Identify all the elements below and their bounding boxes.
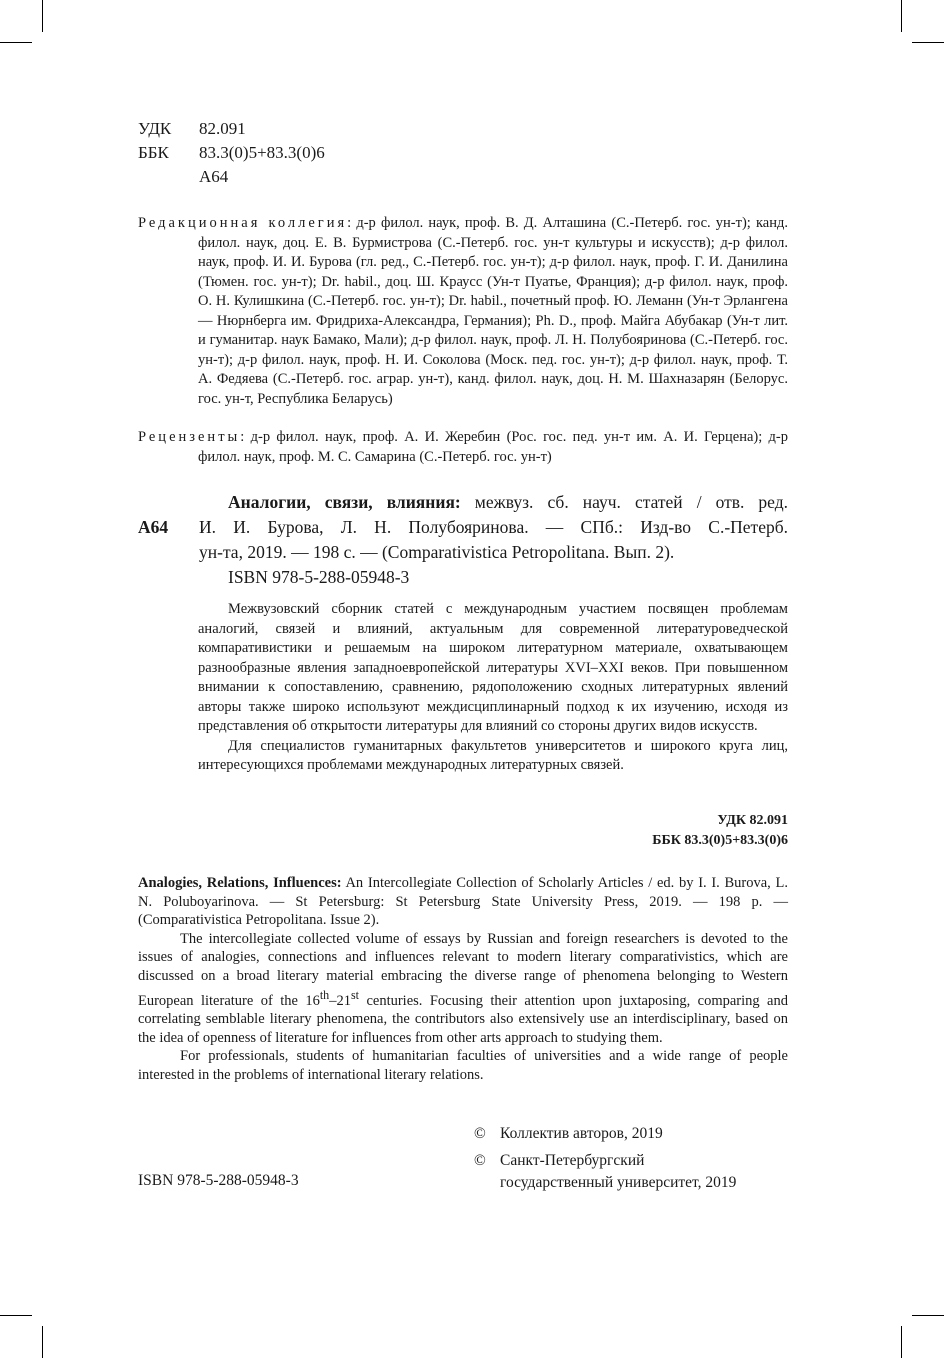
copyright-university-line-1: Санкт-Петербургский bbox=[500, 1152, 645, 1169]
biblio-isbn: ISBN 978-5-288-05948-3 bbox=[228, 567, 410, 587]
copyright-symbol: © bbox=[474, 1152, 486, 1169]
editorial-board: Редакционная коллегия: д-р филол. наук, проф. В. Д. Алташина (С.-Петерб. гос. ун-т); канд. филол. наук, доц. Е. В. Бурмистрова (С.-Петерб. гос. ун-т культуры и искусств); д-р филол. наук, проф. И. И. Бурова (гл. ред., С.-Петерб. гос. ун-т); д-р филол. наук, проф. Г. И. Данилина (Тюмен. гос. ун-т); Dr. habil., доц. Ш. Краусс (Ун-т Пуатье, Франция); д-р филол. наук, проф. О. Н. Кулишкина (С.-Петерб. гос. ун-т); Dr. habil., почетный проф. Ю. Леманн (Ун-т Эрлангена — Нюрнберга им. Фридриха-Александра, Германия); Ph. D., проф. Майга Абубакар (Ун-т лит. и гуманитар. наук Бамако, Мали); д-р филол. наук, проф. Л. Н. Полубояринова (С.-Петерб. гос. ун-т); д-р филол. наук, проф. Н. И. Соколова (Моск. пед. гос. ун-т); д-р филол. наук, проф. Т. А. Федяева (С.-Петерб. гос. аграр. ун-т), канд. филол. наук, доц. Н. М. Шахназарян (Белорус. гос. ун-т, Республика Беларусь) bbox=[138, 215, 788, 407]
biblio-editors: И. И. Бурова, Л. Н. Полубояринова. — СПб.: Изд-во С.-Петерб. bbox=[199, 517, 788, 537]
crop-mark-top-right bbox=[901, 0, 902, 32]
copyright-symbol: © bbox=[474, 1125, 486, 1142]
crop-mark-bottom-right bbox=[901, 1326, 902, 1358]
author-mark-row bbox=[138, 165, 325, 189]
udk-label: УДК bbox=[138, 119, 172, 138]
udk-bbk-right bbox=[560, 811, 788, 851]
crop-mark-bottom-left-h bbox=[0, 1315, 32, 1316]
isbn-bottom: ISBN 978-5-288-05948-3 bbox=[138, 1172, 299, 1189]
biblio-line-2 bbox=[138, 515, 788, 540]
udk-row bbox=[138, 117, 325, 141]
english-title: Analogies, Relations, Influences: bbox=[138, 875, 342, 891]
bibliographic-description bbox=[138, 490, 788, 590]
abstract-paragraph-2: Для специалистов гуманитарных факультетов университетов и широкого круга лиц, интересующихся проблемами международных литературных связей. bbox=[198, 737, 788, 773]
classification-codes bbox=[138, 117, 325, 189]
biblio-line-3 bbox=[138, 540, 788, 565]
russian-abstract bbox=[198, 600, 788, 776]
copyright-authors-text: Коллектив авторов, 2019 bbox=[500, 1125, 663, 1142]
copyright-authors bbox=[474, 1123, 663, 1145]
bbk-label: ББК bbox=[138, 143, 169, 162]
copyright-university bbox=[474, 1150, 736, 1194]
biblio-author-mark: А64 bbox=[138, 517, 169, 537]
editorial-board-label: Редакционная коллегия bbox=[138, 215, 348, 231]
english-paragraph-2: For professionals, students of humanitarian faculties of universities and a wide range of people interested in the problems of international literary relations. bbox=[138, 1048, 788, 1083]
english-paragraph-1: The intercollegiate collected volume of essays by Russian and foreign researchers is devoted to the issues of analogies, connections and influences relevant to modern literary comparativistics, which are discussed on a broad literary material embracing the diverse range of phenomena belonging to Western European literature of the 16th–21st centuries. Focusing their attention upon juxtaposing, comparing and correlating semblable literary phenomena, the contributors also extensively use an interdisciplinary, based on the idea of openness of literature for influences from other arts approach to studying them. bbox=[138, 930, 788, 1046]
reviewers: Рецензенты: д-р филол. наук, проф. А. И. Жеребин (Рос. гос. пед. ун-т им. А. И. Герцена); д-р филол. наук, проф. М. С. Самарина (С.-Петерб. гос. ун-т) bbox=[138, 429, 788, 465]
english-abstract bbox=[138, 874, 788, 1084]
english-citation: An Intercollegiate Collection of Scholarly Articles / ed. by I. I. Burova, L. N. Poluboyarinova. — St Petersburg: St Petersburg State University Press, 2019. — 198 p. — (Comparativistica Petropolitana. Issue 2). bbox=[138, 875, 788, 929]
crop-mark-top-left-h bbox=[0, 42, 32, 43]
editorial-board-text: д-р филол. наук, проф. В. Д. Алташина (С.-Петерб. гос. ун-т); канд. филол. наук, доц. Е. В. Бурмистрова (С.-Петерб. гос. ун-т культуры и искусств); д-р филол. наук, проф. И. И. Бурова (гл. ред., С.-Петерб. гос. ун-т); д-р филол. наук, проф. Г. И. Данилина (Тюмен. гос. ун-т); Dr. habil., доц. Ш. Краусс (Ун-т Пуатье, Франция); д-р филол. наук, проф. О. Н. Кулишкина (С.-Петерб. гос. ун-т); Dr. habil., почетный проф. Ю. Леманн (Ун-т Эрлангена — Нюрнберга им. Фридриха-Александра, Германия); Ph. D., проф. Майга Абубакар (Ун-т лит. и гуманитар. наук Бамако, Мали); д-р филол. наук, проф. Л. Н. Полубояринова (С.-Петерб. гос. ун-т); д-р филол. наук, проф. Н. И. Соколова (Моск. пед. гос. ун-т); д-р филол. наук, проф. Т. А. Федяева (С.-Петерб. гос. аграр. ун-т), канд. филол. наук, доц. Н. М. Шахназарян (Белорус. гос. ун-т, Республика Беларусь) bbox=[198, 215, 788, 407]
bbk-right: ББК 83.3(0)5+83.3(0)6 bbox=[652, 833, 788, 848]
book-title: Аналогии, связи, влияния: bbox=[228, 492, 461, 512]
bbk-value: 83.3(0)5+83.3(0)6 bbox=[199, 143, 325, 162]
biblio-publisher: ун-та, 2019. — 198 с. — (Comparativistica Petropolitana. Вып. 2). bbox=[199, 542, 675, 562]
copyright-university-line-2: государственный университет, 2019 bbox=[500, 1174, 737, 1191]
crop-mark-top-left bbox=[42, 0, 43, 32]
biblio-line-1 bbox=[138, 490, 788, 515]
crop-mark-top-right-h bbox=[912, 42, 944, 43]
author-mark: А64 bbox=[199, 167, 229, 186]
english-citation-paragraph bbox=[138, 874, 788, 930]
biblio-line-1-rest: межвуз. сб. науч. статей / отв. ред. bbox=[474, 492, 788, 512]
udk-right: УДК 82.091 bbox=[717, 813, 788, 828]
abstract-paragraph-1: Межвузовский сборник статей с международным участием посвящен проблемам аналогий, связей и влияний, актуальным для современной литературоведческой компаративистики и решаемым на широком литературном материале, охватывающем разнообразные явления западноевропейской литературы XVI–XXI веков. При повышенном внимании к сопоставлению, сравнению, рядоположению сходных литературных явлений авторы также широко используют междисциплинарный подход к их изучению, исходя из представления об открытости литературы для влияний со стороны других видов искусств. bbox=[198, 601, 788, 734]
udk-value: 82.091 bbox=[199, 119, 246, 138]
reviewers-text: д-р филол. наук, проф. А. И. Жеребин (Рос. гос. пед. ун-т им. А. И. Герцена); д-р филол. наук, проф. М. С. Самарина (С.-Петерб. гос. ун-т) bbox=[198, 429, 788, 465]
crop-mark-bottom-right-h bbox=[912, 1315, 944, 1316]
reviewers-label: Рецензенты bbox=[138, 429, 241, 445]
crop-mark-bottom-left bbox=[42, 1326, 43, 1358]
bbk-row bbox=[138, 141, 325, 165]
